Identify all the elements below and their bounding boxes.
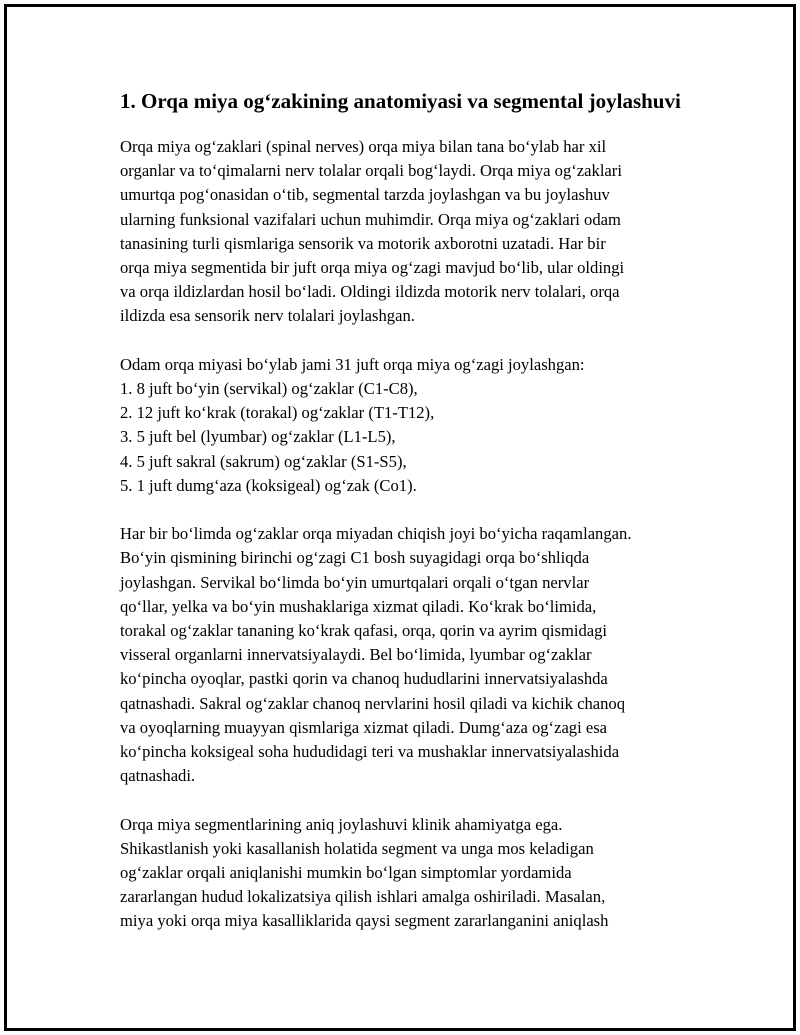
text-line: qatnashadi. <box>120 766 196 786</box>
paragraph-segments <box>120 522 700 788</box>
text-line: ildizda esa sensorik nerv tolalari joylashgan. <box>120 306 415 326</box>
text-line: og‘zaklar orqali aniqlanishi mumkin bo‘lgan simptomlar yordamida <box>120 863 572 883</box>
text-line: Orqa miya segmentlarining aniq joylashuvi klinik ahamiyatga ega. <box>120 814 563 834</box>
text-line: qatnashadi. Sakral og‘zaklar chanoq nervlarini hosil qiladi va kichik chanoq <box>120 693 626 713</box>
text-line: umurtqa pog‘onasidan o‘tib, segmental tarzda joylashgan va bu joylashuv <box>120 185 610 205</box>
list-item: 5. 1 juft dumg‘aza (koksigeal) og‘zak (Co1). <box>120 475 417 495</box>
text-line: visseral organlarni innervatsiyalaydi. Bel bo‘limida, lyumbar og‘zaklar <box>120 645 592 665</box>
paragraph-intro <box>120 135 700 329</box>
page-frame <box>4 4 796 1031</box>
text-line: joylashgan. Servikal bo‘limda bo‘yin umurtqalari orqali o‘tgan nervlar <box>120 572 590 592</box>
document-body <box>120 87 700 958</box>
list-intro: Odam orqa miyasi bo‘ylab jami 31 juft orqa miya og‘zagi joylashgan: <box>120 354 585 374</box>
text-line: Bo‘yin qismining birinchi og‘zagi C1 bosh suyagidagi orqa bo‘shliqda <box>120 548 590 568</box>
section-heading: 1. Orqa miya og‘zakining anatomiyasi va segmental joylashuvi <box>120 89 681 113</box>
text-line: torakal og‘zaklar tananing ko‘krak qafasi, orqa, qorin va ayrim qismidagi <box>120 621 608 641</box>
text-line: miya yoki orqa miya kasalliklarida qaysi segment zararlanganini aniqlash <box>120 911 609 931</box>
list-item: 3. 5 juft bel (lyumbar) og‘zaklar (L1-L5), <box>120 427 396 447</box>
text-line: ko‘pincha oyoqlar, pastki qorin va chanoq hududlarini innervatsiyalashda <box>120 669 608 689</box>
text-line: Shikastlanish yoki kasallanish holatida segment va unga mos keladigan <box>120 838 594 858</box>
list-item: 4. 5 juft sakral (sakrum) og‘zaklar (S1-S5), <box>120 451 407 471</box>
nerve-count-list <box>120 353 700 498</box>
text-line: zararlangan hudud lokalizatsiya qilish ishlari amalga oshiriladi. Masalan, <box>120 887 606 907</box>
text-line: orqa miya segmentida bir juft orqa miya og‘zagi mavjud bo‘lib, ular oldingi <box>120 258 625 278</box>
text-line: Orqa miya og‘zaklari (spinal nerves) orqa miya bilan tana bo‘ylab har xil <box>120 137 607 156</box>
text-line: Har bir bo‘limda og‘zaklar orqa miyadan chiqish joyi bo‘yicha raqamlangan. <box>120 524 632 544</box>
paragraph-clinical <box>120 813 700 934</box>
list-item: 1. 8 juft bo‘yin (servikal) og‘zaklar (C1-C8), <box>120 379 418 399</box>
text-line: ularning funksional vazifalari uchun muhimdir. Orqa miya og‘zaklari odam <box>120 209 621 229</box>
text-line: tanasining turli qismlariga sensorik va motorik axborotni uzatadi. Har bir <box>120 233 606 253</box>
text-line: ko‘pincha koksigeal soha hududidagi teri va mushaklar innervatsiyalashida <box>120 742 620 762</box>
text-line: qo‘llar, yelka va bo‘yin mushaklariga xizmat qiladi. Ko‘krak bo‘limida, <box>120 596 597 616</box>
text-line: organlar va to‘qimalarni nerv tolalar orqali bog‘laydi. Orqa miya og‘zaklari <box>120 161 622 181</box>
text-line: va oyoqlarning muayyan qismlariga xizmat qiladi. Dumg‘aza og‘zagi esa <box>120 717 608 737</box>
list-item: 2. 12 juft ko‘krak (torakal) og‘zaklar (T1-T12), <box>120 403 435 423</box>
text-line: va orqa ildizlardan hosil bo‘ladi. Oldingi ildizda motorik nerv tolalari, orqa <box>120 282 620 302</box>
